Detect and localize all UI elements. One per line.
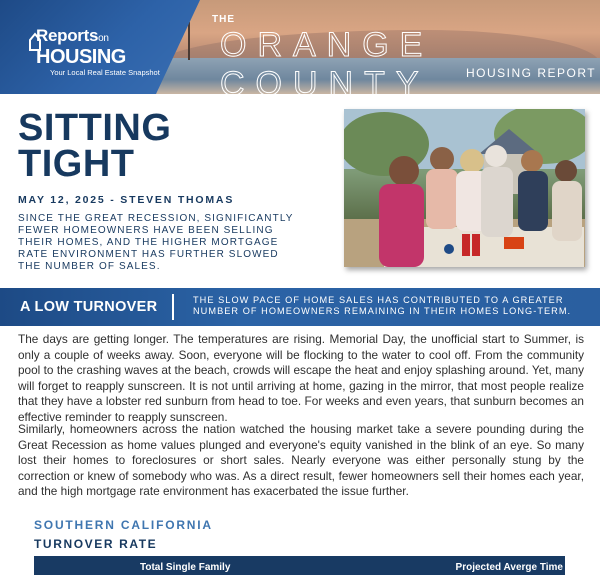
byline: MAY 12, 2025 - STEVEN THOMAS	[18, 194, 235, 206]
hero-photo	[344, 109, 585, 267]
body-paragraph-2: Similarly, homeowners across the nation watched the housing market take a severe pounding during the Great Recession as home values plunged and everyone's equity vanished in the blink of an eye. So many lost their homes to foreclosures or short sales. Nearly everyone was either personally stung by the correction or knew of somebody who was. As a direct result, fewer homeowners sell their homes each year, and the high mortgage rate environment has exacerbated the issue further.	[18, 422, 584, 499]
logo-tagline: Your Local Real Estate Snapshot	[50, 68, 160, 77]
logo-housing: HOUSING	[36, 46, 126, 68]
header-banner	[0, 0, 600, 94]
body-paragraph-1: The days are getting longer. The temperatures are rising. Memorial Day, the unofficial start to Summer, is only a couple of weeks away. Soon, everyone will be flocking to the water to cool off. From the community pool to the crashing waves at the beach, crowds will escape the heat and enjoy splashing around. Yet, many will forget to reapply sunscreen. It is not until arriving at home, gazing in the mirror, that most people realize that they have a lobster red sunburn from head to toe. For weeks and even years, that sunburn becomes an effective reminder to reapply sunscreen.	[18, 332, 584, 424]
section-title: A LOW TURNOVER	[20, 299, 158, 315]
title-housing-report: HOUSING REPORT	[466, 66, 597, 80]
headline-line2: TIGHT	[18, 143, 135, 185]
table-title: TURNOVER RATE	[34, 537, 158, 551]
logo-wordmark	[36, 27, 126, 67]
logo-on: on	[98, 33, 109, 44]
column-header-total-single-family: Total Single Family	[140, 562, 231, 573]
region-title: SOUTHERN CALIFORNIA	[34, 518, 213, 532]
palm-tree	[188, 22, 190, 60]
intro-summary: SINCE THE GREAT RECESSION, SIGNIFICANTLY FEWER HOMEOWNERS HAVE BEEN SELLING THEIR HOMES, AND THE HIGHER MORTGAGE RATE ENVIRONMENT HAS FURTHER SLOWED THE NUMBER OF SALES.	[18, 213, 294, 272]
headline-line1: SITTING	[18, 107, 172, 149]
column-header-projected-time: Projected Averge Time	[455, 562, 563, 573]
headline	[18, 107, 172, 185]
title-orange-county: ORANGE COUNTY	[220, 26, 434, 94]
section-bar	[0, 288, 600, 326]
party-illustration	[344, 109, 585, 267]
section-summary: THE SLOW PACE OF HOME SALES HAS CONTRIBUTED TO A GREATER NUMBER OF HOMEOWNERS REMAINING IN THEIR HOMES LONG-TERM.	[193, 295, 572, 316]
logo-reports: Reports	[36, 26, 99, 45]
table-header-row	[34, 556, 565, 575]
section-divider	[172, 294, 174, 320]
title-the: THE	[212, 14, 235, 25]
